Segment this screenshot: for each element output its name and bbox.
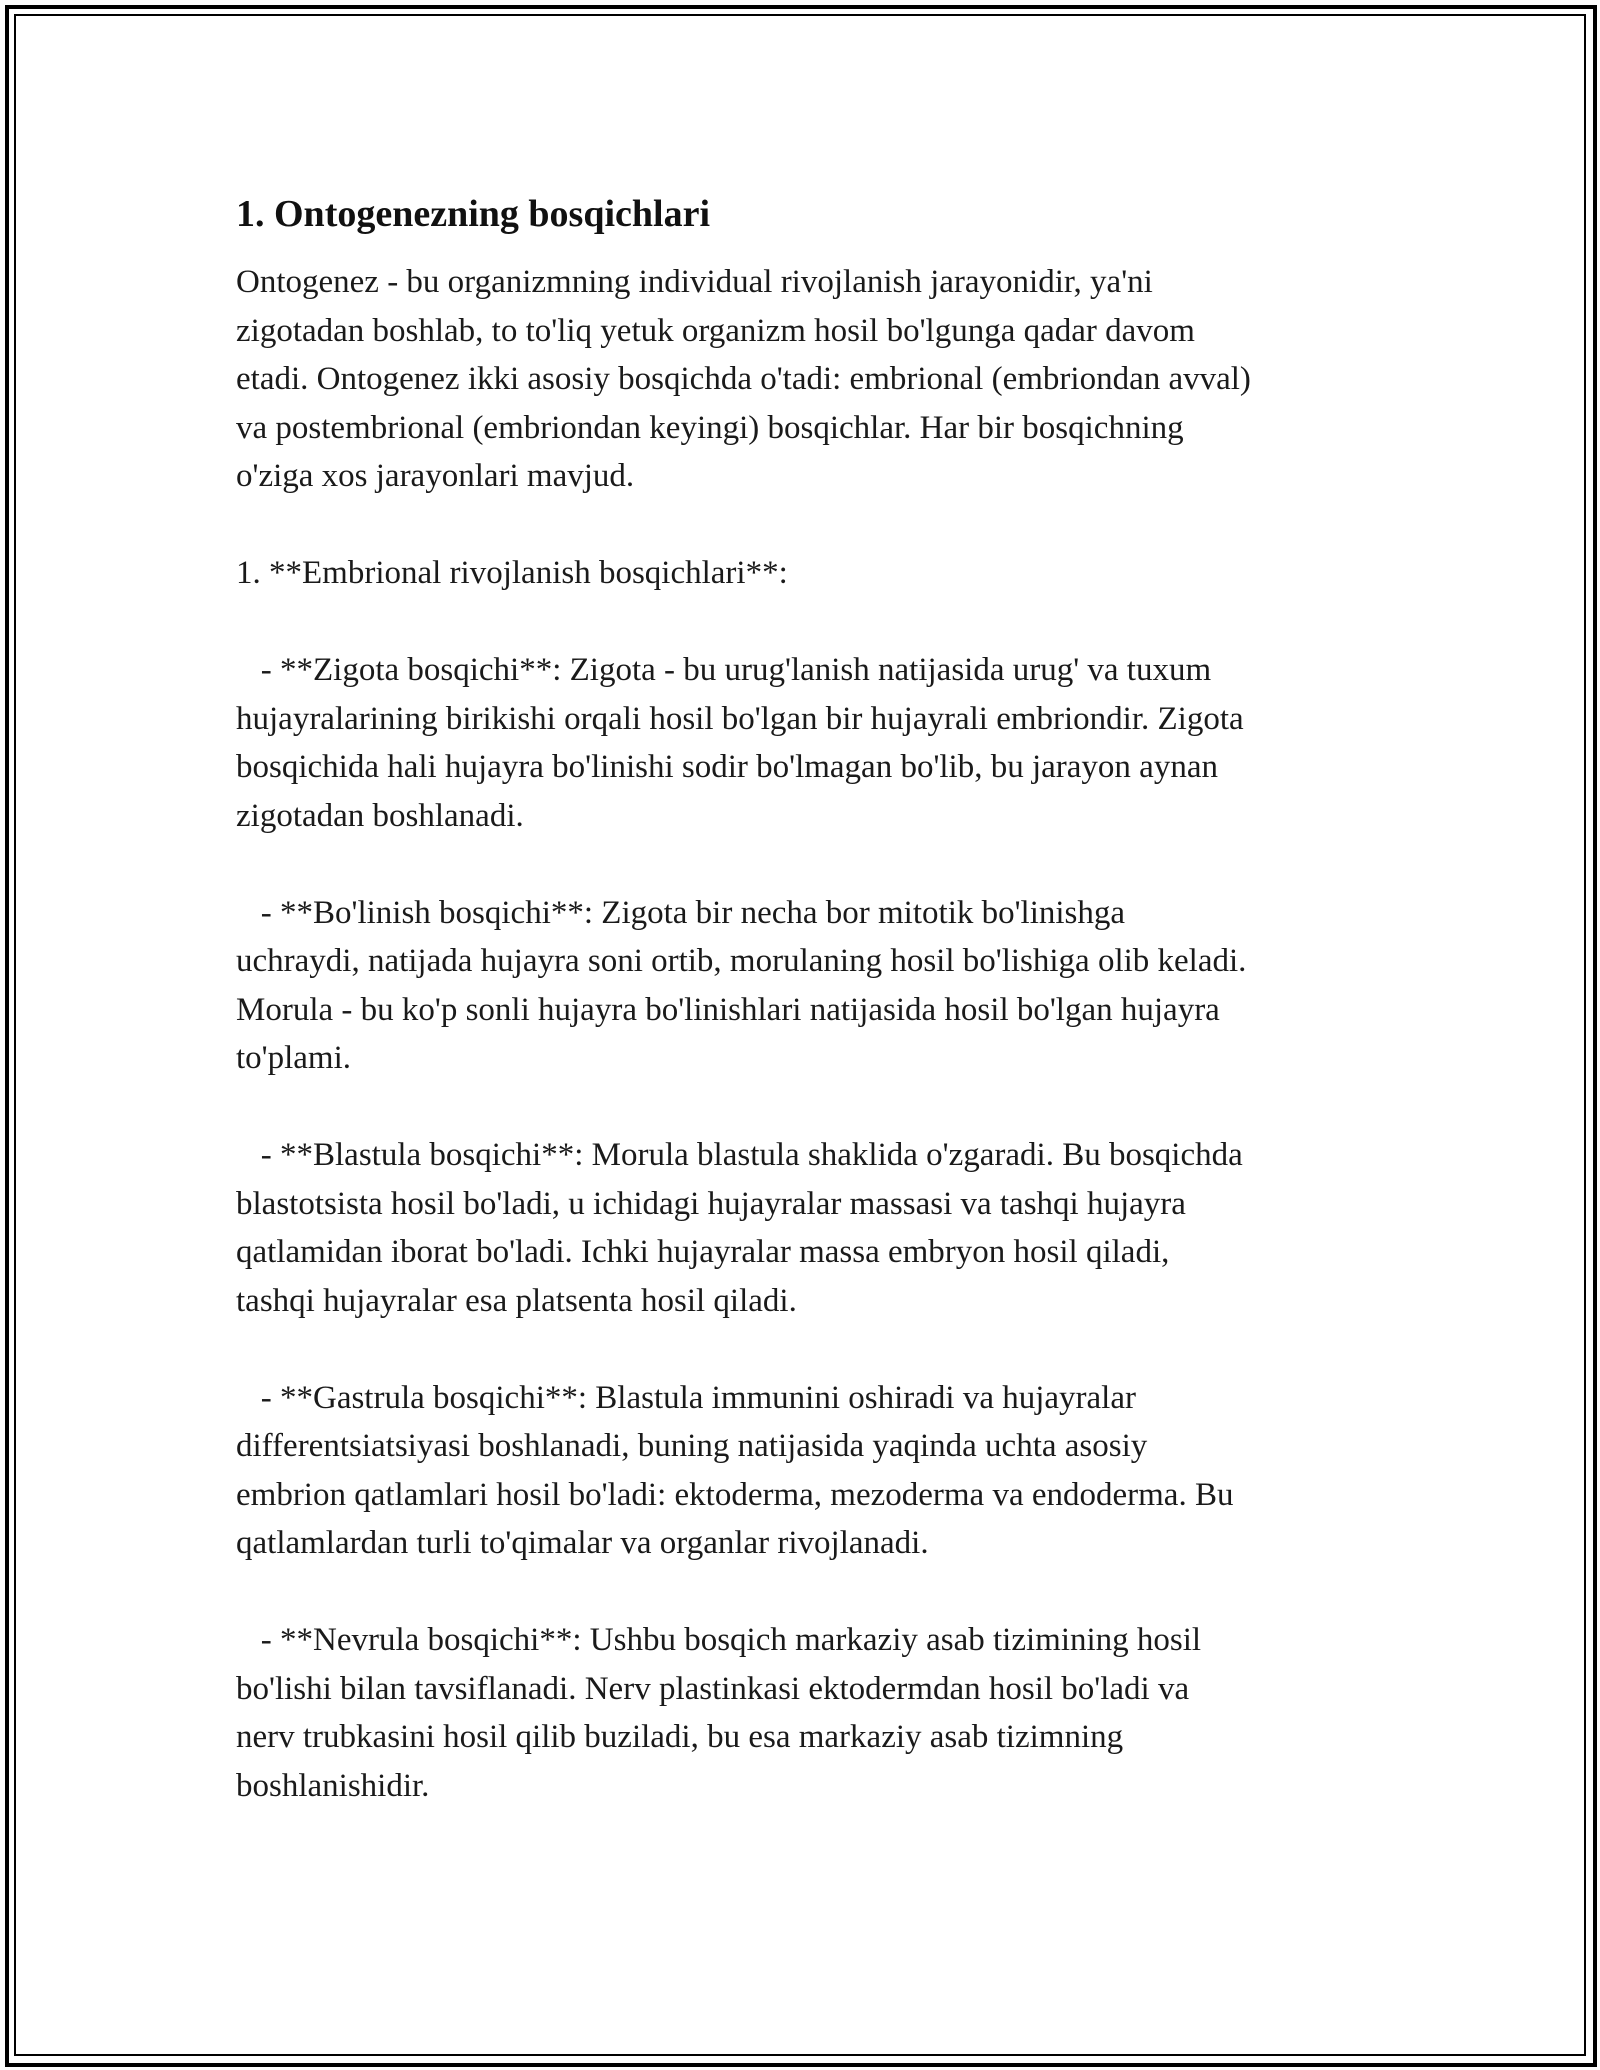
paragraph-spacer <box>236 1568 1376 1617</box>
paragraph-spacer <box>236 598 1376 647</box>
paragraph-spacer <box>236 501 1376 550</box>
section-heading: 1. **Embrional rivojlanish bosqichlari**: <box>236 555 788 591</box>
list-item-zigota: - **Zigota bosqichi**: Zigota - bu urug'lanish natijasida urug' va tuxum hujayralarining birikishi orqali hosil bo'lgan bir hujayrali embriondir. Zigota bosqichida hali hujayra bo'linishi sodir bo'lmagan bo'lib, bu jarayon aynan zigotadan boshlanadi. <box>236 652 1244 834</box>
list-item-bolinish: - **Bo'linish bosqichi**: Zigota bir necha bor mitotik bo'linishga uchraydi, natijada hujayra soni ortib, morulaning hosil bo'lishiga olib keladi. Morula - bu ko'p sonli hujayra bo'linishlari natijasida hosil bo'lgan hujayra to'plami. <box>236 894 1247 1076</box>
paragraph-spacer <box>236 1325 1376 1374</box>
intro-paragraph: Ontogenez - bu organizmning individual rivojlanish jarayonidir, ya'ni zigotadan boshlab, to to'liq yetuk organizm hosil bo'lgunga qadar davom etadi. Ontogenez ikki asosiy bosqichda o'tadi: embrional (embriondan avval) va postembrional (embriondan keyingi) bosqichlar. Har bir bosqichning o'ziga xos jarayonlari mavjud. <box>236 264 1251 494</box>
document-body <box>236 190 1376 1810</box>
list-item-blastula: - **Blastula bosqichi**: Morula blastula shaklida o'zgaradi. Bu bosqichda blastotsista hosil bo'ladi, u ichidagi hujayralar massasi va tashqi hujayra qatlamidan iborat bo'ladi. Ichki hujayralar massa embryon hosil qiladi, tashqi hujayralar esa platsenta hosil qiladi. <box>236 1137 1243 1319</box>
list-item-gastrula: - **Gastrula bosqichi**: Blastula immunini oshiradi va hujayralar differentsiatsiyasi boshlanadi, buning natijasida yaqinda uchta asosiy embrion qatlamlari hosil bo'ladi: ektoderma, mezoderma va endoderma. Bu qatlamlardan turli to'qimalar va organlar rivojlanadi. <box>236 1379 1234 1561</box>
document-title: 1. Ontogenezning bosqichlari <box>236 193 710 235</box>
paragraph-spacer <box>236 1083 1376 1132</box>
list-item-nevrula: - **Nevrula bosqichi**: Ushbu bosqich markaziy asab tizimining hosil bo'lishi bilan tavsiflanadi. Nerv plastinkasi ektodermdan hosil bo'ladi va nerv trubkasini hosil qilib buziladi, bu esa markaziy asab tizimning boshlanishidir. <box>236 1622 1202 1804</box>
paragraph-spacer <box>236 840 1376 889</box>
